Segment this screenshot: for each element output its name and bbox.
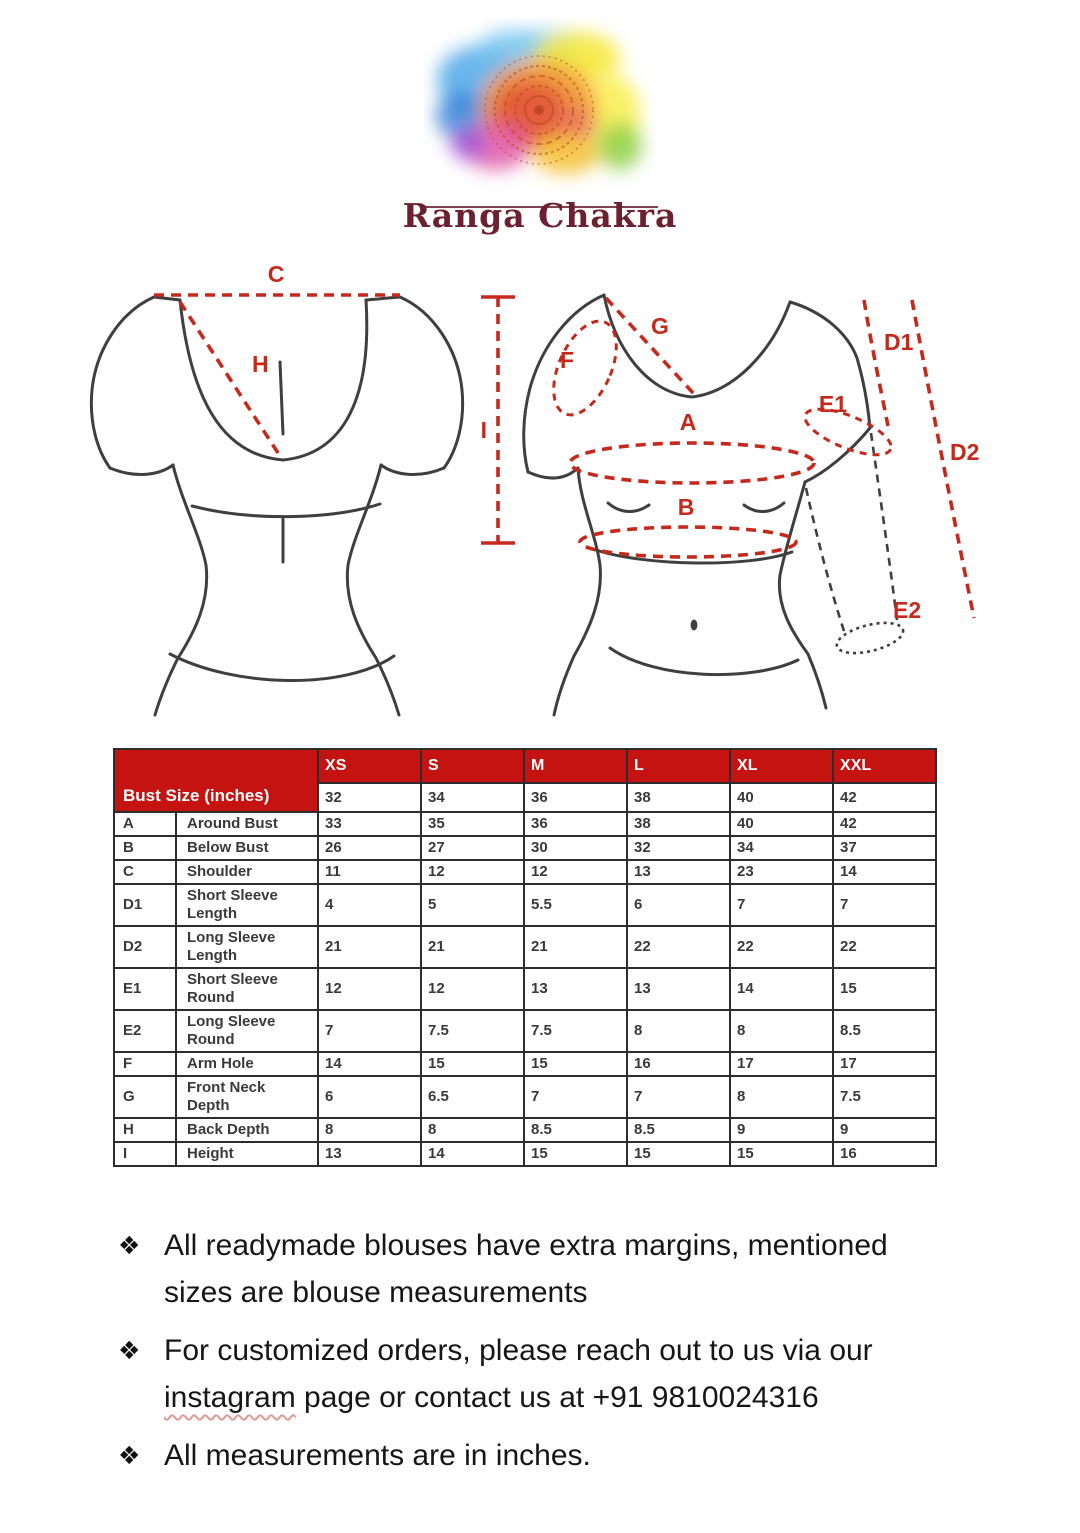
- measure-code: E1: [114, 968, 176, 1010]
- measure-value: 8: [730, 1010, 833, 1052]
- watercolor-splash: [436, 30, 642, 174]
- measure-label: Short Sleeve Round: [176, 968, 318, 1010]
- bust-size-value: 36: [524, 783, 627, 812]
- measure-label: Long Sleeve Round: [176, 1010, 318, 1052]
- measure-value: 8: [421, 1118, 524, 1142]
- table-row: [114, 968, 936, 1010]
- diamond-bullet-icon: ❖: [118, 1441, 141, 1470]
- table-row: [114, 1142, 936, 1166]
- size-column-header: L: [627, 749, 730, 783]
- bust-size-value: 38: [627, 783, 730, 812]
- table-row: [114, 860, 936, 884]
- table-row: [114, 1076, 936, 1118]
- diamond-bullet-icon: ❖: [118, 1336, 141, 1365]
- note-item: [118, 1327, 918, 1421]
- measure-value: 22: [730, 926, 833, 968]
- measure-label: Long Sleeve Length: [176, 926, 318, 968]
- label-d2: D2: [950, 439, 980, 465]
- label-g: G: [651, 313, 669, 339]
- measure-value: 8.5: [833, 1010, 936, 1052]
- measure-value: 23: [730, 860, 833, 884]
- brand-name: Ranga Chakra: [402, 196, 678, 235]
- measure-value: 35: [421, 812, 524, 836]
- measure-label: Height: [176, 1142, 318, 1166]
- front-view-outline: [524, 295, 906, 715]
- measure-value: 14: [421, 1142, 524, 1166]
- measure-code: E2: [114, 1010, 176, 1052]
- measure-code: D1: [114, 884, 176, 926]
- measure-code: F: [114, 1052, 176, 1076]
- measure-value: 21: [421, 926, 524, 968]
- measure-value: 8.5: [524, 1118, 627, 1142]
- measure-code: G: [114, 1076, 176, 1118]
- table-row: [114, 836, 936, 860]
- measure-ellipse-a: [570, 443, 814, 483]
- table-row: [114, 812, 936, 836]
- measure-value: 16: [833, 1142, 936, 1166]
- measure-value: 40: [730, 812, 833, 836]
- measure-value: 11: [318, 860, 421, 884]
- notes-section: [118, 1222, 918, 1490]
- brand-logo-watercolor: [424, 18, 656, 196]
- measure-value: 15: [730, 1142, 833, 1166]
- bust-size-value: 34: [421, 783, 524, 812]
- measure-value: 6: [627, 884, 730, 926]
- size-table-corner: Bust Size (inches): [114, 749, 318, 812]
- measure-value: 7: [318, 1010, 421, 1052]
- measure-value: 13: [627, 860, 730, 884]
- measure-ellipse-b: [580, 527, 796, 557]
- label-i: I: [480, 417, 487, 443]
- measure-value: 6: [318, 1076, 421, 1118]
- note-text-pre: All readymade blouses have extra margins, mentioned sizes are blouse measurements: [164, 1229, 888, 1309]
- measure-value: 17: [833, 1052, 936, 1076]
- measure-value: 8: [318, 1118, 421, 1142]
- bust-size-value: 40: [730, 783, 833, 812]
- measure-value: 8: [730, 1076, 833, 1118]
- measure-value: 15: [627, 1142, 730, 1166]
- measure-line-i: [481, 297, 515, 543]
- measure-code: B: [114, 836, 176, 860]
- table-row: [114, 1118, 936, 1142]
- wrist-ellipse-e2: [834, 617, 906, 659]
- measure-value: 30: [524, 836, 627, 860]
- table-row: [114, 926, 936, 968]
- label-f: F: [559, 347, 575, 373]
- size-column-header: XL: [730, 749, 833, 783]
- bust-size-value: 32: [318, 783, 421, 812]
- measure-label: Front Neck Depth: [176, 1076, 318, 1118]
- size-chart-table: [113, 748, 937, 1167]
- measure-value: 16: [627, 1052, 730, 1076]
- size-column-header: XXL: [833, 749, 936, 783]
- size-column-header: S: [421, 749, 524, 783]
- measure-label: Shoulder: [176, 860, 318, 884]
- measure-value: 5.5: [524, 884, 627, 926]
- measure-value: 12: [318, 968, 421, 1010]
- measure-value: 6.5: [421, 1076, 524, 1118]
- measure-ellipse-f: [541, 312, 629, 425]
- label-e1: E1: [818, 391, 848, 417]
- measure-value: 36: [524, 812, 627, 836]
- measure-value: 37: [833, 836, 936, 860]
- label-a: A: [679, 409, 697, 435]
- measure-value: 13: [627, 968, 730, 1010]
- measure-value: 21: [524, 926, 627, 968]
- label-h: H: [252, 351, 269, 377]
- measure-value: 5: [421, 884, 524, 926]
- bust-size-value: 42: [833, 783, 936, 812]
- measure-value: 7: [833, 884, 936, 926]
- measure-code: C: [114, 860, 176, 884]
- measure-value: 7: [524, 1076, 627, 1118]
- note-item: [118, 1222, 918, 1316]
- label-e2: E2: [893, 597, 922, 623]
- measure-value: 15: [524, 1142, 627, 1166]
- size-table-body: [114, 749, 936, 1166]
- measure-value: 22: [627, 926, 730, 968]
- measure-code: H: [114, 1118, 176, 1142]
- measure-value: 9: [833, 1118, 936, 1142]
- table-row: [114, 1010, 936, 1052]
- measure-value: 13: [318, 1142, 421, 1166]
- measure-value: 26: [318, 836, 421, 860]
- note-text-pre: For customized orders, please reach out to us via our: [164, 1334, 873, 1367]
- measure-ellipse-e1: [799, 400, 896, 464]
- note-text-post: page or contact us at +91 9810024316: [295, 1381, 819, 1414]
- back-view-outline: [91, 297, 462, 715]
- measure-value: 7.5: [833, 1076, 936, 1118]
- table-row: [114, 1052, 936, 1076]
- measure-value: 9: [730, 1118, 833, 1142]
- measure-value: 12: [421, 968, 524, 1010]
- measure-value: 22: [833, 926, 936, 968]
- measure-label: Back Depth: [176, 1118, 318, 1142]
- measure-value: 8.5: [627, 1118, 730, 1142]
- label-c: C: [267, 261, 285, 287]
- measure-value: 33: [318, 812, 421, 836]
- measure-value: 13: [524, 968, 627, 1010]
- measure-value: 15: [421, 1052, 524, 1076]
- measure-value: 21: [318, 926, 421, 968]
- note-text: [164, 1432, 918, 1479]
- size-column-header: M: [524, 749, 627, 783]
- measure-label: Below Bust: [176, 836, 318, 860]
- measure-value: 12: [421, 860, 524, 884]
- measure-value: 14: [730, 968, 833, 1010]
- measure-value: 15: [524, 1052, 627, 1076]
- measure-value: 4: [318, 884, 421, 926]
- measure-value: 42: [833, 812, 936, 836]
- note-item: [118, 1432, 918, 1479]
- note-text: [164, 1222, 918, 1316]
- measure-value: 7: [730, 884, 833, 926]
- diamond-bullet-icon: ❖: [118, 1231, 141, 1260]
- measure-value: 7.5: [421, 1010, 524, 1052]
- size-column-header: XS: [318, 749, 421, 783]
- navel-mark: [691, 620, 698, 631]
- note-text-marked: instagram: [164, 1381, 296, 1414]
- measure-code: I: [114, 1142, 176, 1166]
- note-text-pre: All measurements are in inches.: [164, 1439, 591, 1472]
- measure-value: 7.5: [524, 1010, 627, 1052]
- measure-value: 27: [421, 836, 524, 860]
- measure-value: 38: [627, 812, 730, 836]
- measure-value: 8: [627, 1010, 730, 1052]
- measure-code: D2: [114, 926, 176, 968]
- measure-label: Around Bust: [176, 812, 318, 836]
- measure-value: 12: [524, 860, 627, 884]
- label-d1: D1: [884, 329, 914, 355]
- measure-label: Short Sleeve Length: [176, 884, 318, 926]
- measure-value: 7: [627, 1076, 730, 1118]
- note-text: [164, 1327, 918, 1421]
- measure-value: 34: [730, 836, 833, 860]
- measure-label: Arm Hole: [176, 1052, 318, 1076]
- measure-value: 15: [833, 968, 936, 1010]
- table-row: [114, 884, 936, 926]
- measure-value: 14: [318, 1052, 421, 1076]
- measure-value: 32: [627, 836, 730, 860]
- measure-value: 17: [730, 1052, 833, 1076]
- measure-code: A: [114, 812, 176, 836]
- measure-value: 14: [833, 860, 936, 884]
- table-header-row: [114, 749, 936, 783]
- label-b: B: [677, 494, 695, 520]
- measurement-diagram: [0, 250, 1080, 730]
